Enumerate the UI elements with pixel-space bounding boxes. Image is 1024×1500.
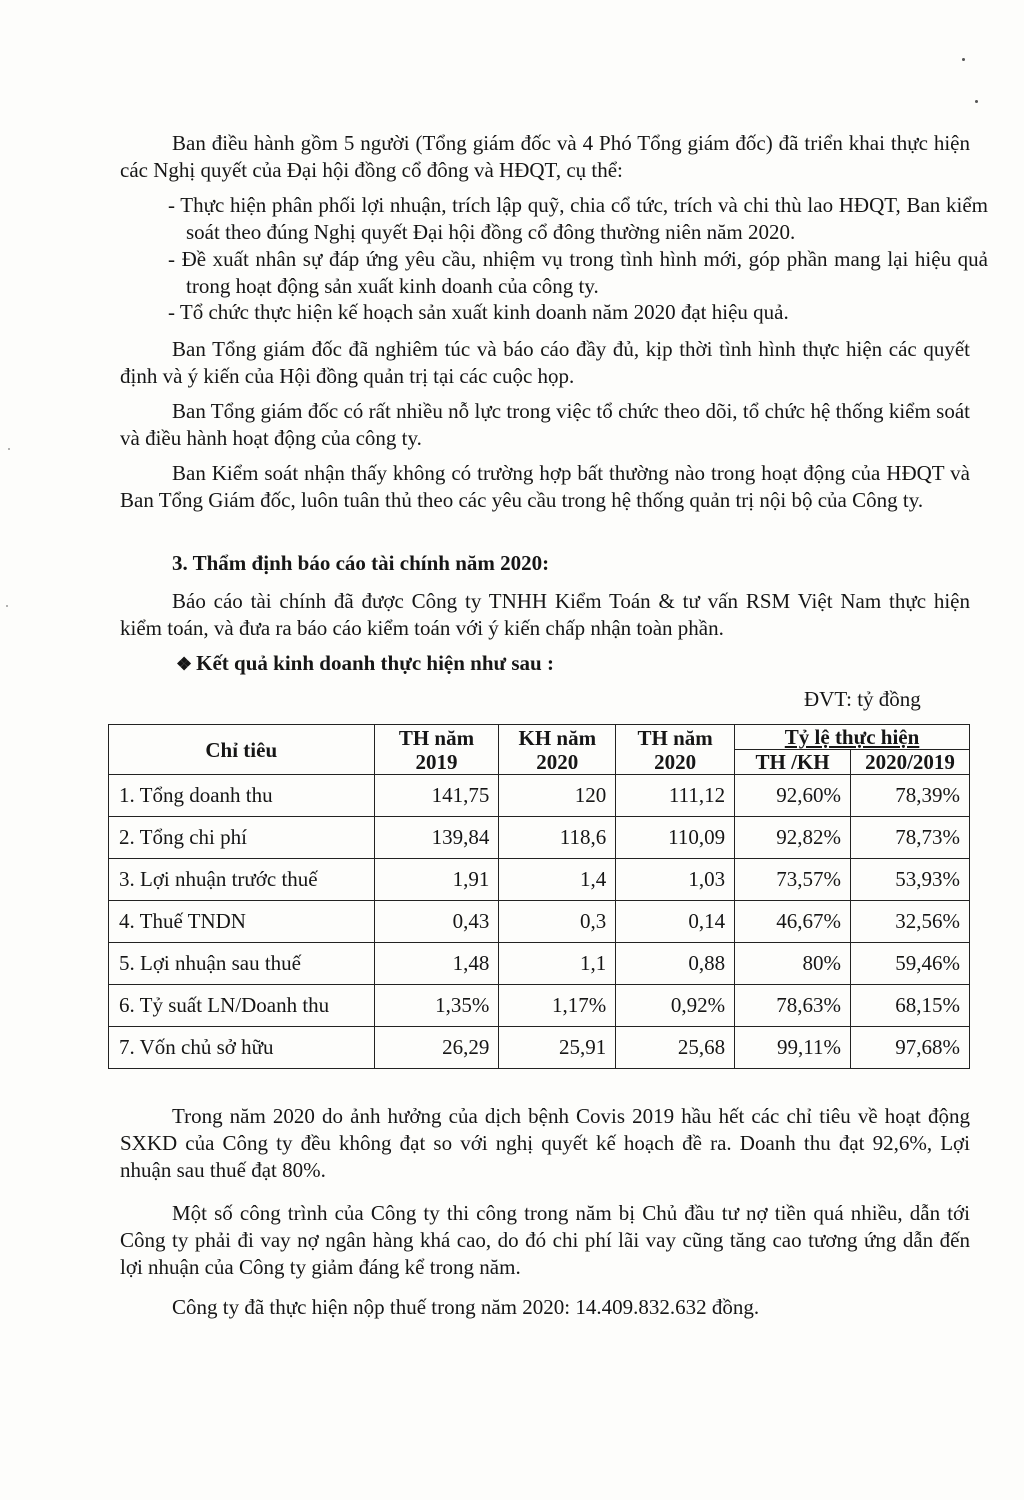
table-cell-value: 0,88 [616,943,735,985]
table-cell-value: 68,15% [850,985,969,1027]
table-cell-value: 73,57% [735,859,851,901]
paragraph-audit: Báo cáo tài chính đã được Công ty TNHH Kiểm Toán & tư vấn RSM Việt Nam thực hiện kiểm toán, và đưa ra báo cáo kiểm toán với ý kiến chấp nhận toàn phần. [120,589,970,640]
table-cell-value: 53,93% [850,859,969,901]
header-kh-2020: KH năm 2020 [499,725,616,775]
table-cell-value: 1,1 [499,943,616,985]
diamond-bullet-icon: ❖ [176,654,193,674]
subheading-text: Kết quả kinh doanh thực hiện như sau : [196,651,554,675]
table-cell-value: 26,29 [374,1027,499,1069]
table-cell-indicator: 1. Tổng doanh thu [109,775,375,817]
header-ratio: Tỷ lệ thực hiện [735,725,970,750]
bullet-personnel-proposal: - Đề xuất nhân sự đáp ứng yêu cầu, nhiệm vụ trong tình hình mới, góp phần mang lại hiệu quả trong hoạt động sản xuất kinh doanh của công ty. [168,247,988,298]
table-cell-indicator: 7. Vốn chủ sở hữu [109,1027,375,1069]
table-cell-value: 139,84 [374,817,499,859]
table-cell-value: 110,09 [616,817,735,859]
table-header-row [109,725,970,750]
table-cell-value: 92,60% [735,775,851,817]
paragraph-general-director-effort: Ban Tổng giám đốc có rất nhiều nỗ lực trong việc tổ chức theo dõi, tổ chức hệ thống kiểm soát và điều hành hoạt động của công ty. [120,399,970,450]
header-ratio-th-kh: TH /KH [735,750,851,775]
table-cell-value: 92,82% [735,817,851,859]
scan-speck [6,605,8,607]
table-cell-value: 25,91 [499,1027,616,1069]
section-heading-financial-review: 3. Thẩm định báo cáo tài chính năm 2020: [172,551,550,575]
header-th-2019: TH năm 2019 [374,725,499,775]
table-cell-value: 118,6 [499,817,616,859]
table-cell-value: 1,03 [616,859,735,901]
table-cell-value: 97,68% [850,1027,969,1069]
table-row [109,775,970,817]
header-ratio-yoy: 2020/2019 [850,750,969,775]
bullet-profit-distribution: - Thực hiện phân phối lợi nhuận, trích lập quỹ, chia cổ tức, trích và chi thù lao HĐQT, Ban kiểm soát theo đúng Nghị quyết Đại hội đồng cổ đông thường niên năm 2020. [168,193,988,244]
table-cell-indicator: 2. Tổng chi phí [109,817,375,859]
table-cell-value: 1,48 [374,943,499,985]
paragraph-debt: Một số công trình của Công ty thi công trong năm bị Chủ đầu tư nợ tiền quá nhiều, dẫn tới Công ty phải đi vay nợ ngân hàng khá cao, do đó chi phí lãi vay cũng tăng cao tương ứng dẫn đến lợi nhuận của Công ty giảm đáng kể trong năm. [120,1201,970,1279]
table-row [109,901,970,943]
table-cell-value: 0,3 [499,901,616,943]
table-cell-value: 0,92% [616,985,735,1027]
scan-speck [975,100,978,103]
paragraph-covid-impact: Trong năm 2020 do ảnh hưởng của dịch bệnh Covis 2019 hầu hết các chỉ tiêu về hoạt động SXKD của Công ty đều không đạt so với nghị quyết kế hoạch đề ra. Doanh thu đạt 92,6%, Lợi nhuận sau thuế đạt 80%. [120,1104,970,1182]
table-cell-value: 78,63% [735,985,851,1027]
table-cell-value: 32,56% [850,901,969,943]
table-cell-indicator: 6. Tỷ suất LN/Doanh thu [109,985,375,1027]
table-row [109,943,970,985]
table-cell-value: 78,73% [850,817,969,859]
paragraph-supervisory-board: Ban Kiểm soát nhận thấy không có trường hợp bất thường nào trong hoạt động của HĐQT và Ban Tổng Giám đốc, luôn tuân thủ theo các yêu cầu trong hệ thống quản trị nội bộ của Công ty. [120,461,970,512]
table-cell-value: 80% [735,943,851,985]
header-indicator: Chỉ tiêu [109,725,375,775]
bullet-business-plan: - Tổ chức thực hiện kế hoạch sản xuất kinh doanh năm 2020 đạt hiệu quả. [168,300,789,324]
table-cell-value: 1,4 [499,859,616,901]
table-row [109,985,970,1027]
table-cell-indicator: 4. Thuế TNDN [109,901,375,943]
paragraph-tax-paid: Công ty đã thực hiện nộp thuế trong năm 2020: 14.409.832.632 đồng. [172,1295,760,1319]
table-cell-value: 0,43 [374,901,499,943]
scan-speck [8,448,10,450]
table-cell-value: 99,11% [735,1027,851,1069]
table-cell-value: 25,68 [616,1027,735,1069]
unit-label: ĐVT: tỷ đồng [804,687,921,711]
table-cell-indicator: 5. Lợi nhuận sau thuế [109,943,375,985]
table-cell-value: 1,17% [499,985,616,1027]
table-cell-value: 78,39% [850,775,969,817]
table-cell-value: 1,91 [374,859,499,901]
table-row [109,817,970,859]
subheading-business-results [176,650,554,678]
table-cell-value: 59,46% [850,943,969,985]
table-row [109,1027,970,1069]
table-cell-value: 120 [499,775,616,817]
table-cell-value: 1,35% [374,985,499,1027]
business-results-table [108,724,970,1069]
table-cell-indicator: 3. Lợi nhuận trước thuế [109,859,375,901]
table-cell-value: 111,12 [616,775,735,817]
table-cell-value: 141,75 [374,775,499,817]
table-row [109,859,970,901]
paragraph-executive-board: Ban điều hành gồm 5 người (Tổng giám đốc và 4 Phó Tổng giám đốc) đã triển khai thực hiện các Nghị quyết của Đại hội đồng cổ đông và HĐQT, cụ thể: [120,131,970,182]
paragraph-general-director-report: Ban Tổng giám đốc đã nghiêm túc và báo cáo đầy đủ, kịp thời tình hình thực hiện các quyết định và ý kiến của Hội đồng quản trị tại các cuộc họp. [120,337,970,388]
table-body [109,775,970,1069]
table-cell-value: 46,67% [735,901,851,943]
header-th-2020: TH năm 2020 [616,725,735,775]
table-cell-value: 0,14 [616,901,735,943]
scan-speck [962,58,965,61]
